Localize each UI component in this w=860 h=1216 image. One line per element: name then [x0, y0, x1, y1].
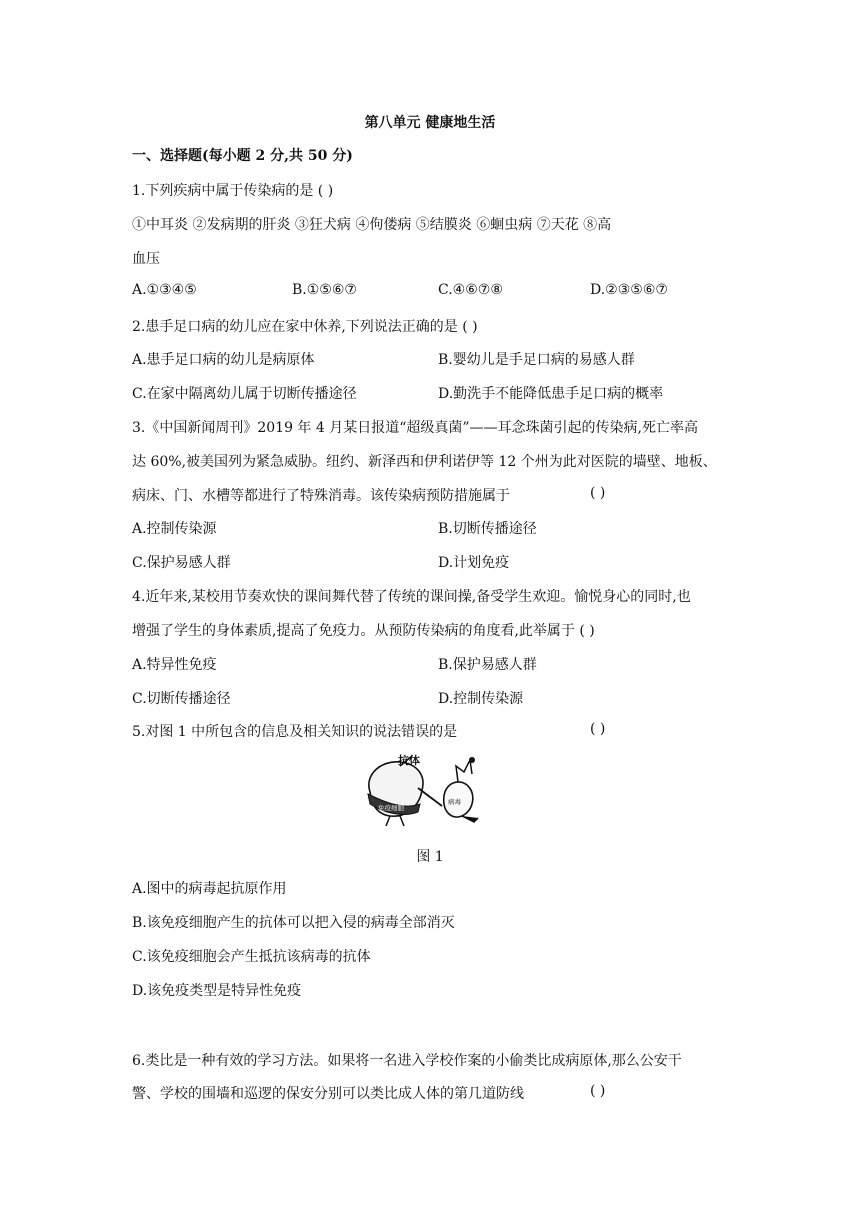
question-6-line-1: 6.类比是一种有效的学习方法。如果将一名进入学校作案的小偷类比成病原体,那么公安干 [132, 1053, 682, 1069]
virus-arms [456, 760, 472, 782]
page-title: 第八单元 健康地生活 [364, 115, 496, 131]
question-1-option-b: B.①⑤⑥⑦ [292, 282, 357, 298]
question-5-answer-blank: ( ) [590, 721, 606, 737]
question-5-option-c: C.该免疫细胞会产生抵抗该病毒的抗体 [132, 949, 371, 965]
question-3-option-a: A.控制传染源 [132, 521, 217, 537]
virus-leg [462, 816, 478, 822]
question-5-option-d: D.该免疫类型是特异性免疫 [132, 983, 302, 999]
figure-1-caption: 图 1 [416, 849, 444, 865]
question-2-option-a: A.患手足口病的幼儿是病原体 [132, 352, 315, 368]
question-3-line-1: 3.《中国新闻周刊》2019 年 4 月某日报道“超级真菌”——耳念珠菌引起的传染病,死亡率高 [132, 420, 699, 436]
question-1-option-a: A.①③④⑤ [132, 282, 197, 298]
question-3-option-d: D.计划免疫 [438, 555, 510, 571]
question-5-option-b: B.该免疫细胞产生的抗体可以把入侵的病毒全部消灭 [132, 915, 455, 931]
question-2-option-d: D.勤洗手不能降低患手足口病的概率 [438, 386, 664, 402]
question-5-stem: 5.对图 1 中所包含的信息及相关知识的说法错误的是 [132, 724, 458, 740]
question-5-option-a: A.图中的病毒起抗原作用 [132, 881, 287, 897]
question-2-option-b: B.婴幼儿是手足口病的易感人群 [438, 352, 635, 368]
antibody-label: 抗体 [398, 754, 420, 767]
question-4-option-d: D.控制传染源 [438, 691, 524, 707]
question-4-option-b: B.保护易感人群 [438, 657, 537, 673]
question-2-stem: 2.患手足口病的幼儿应在家中休养,下列说法正确的是 ( ) [132, 319, 478, 335]
section-heading: 一、选择题(每小题 2 分,共 50 分) [132, 148, 353, 164]
question-4-option-c: C.切断传播途径 [132, 691, 231, 707]
question-6-answer-blank: ( ) [590, 1083, 606, 1099]
question-2-option-c: C.在家中隔离幼儿属于切断传播途径 [132, 386, 357, 402]
antibody-stick [418, 788, 442, 806]
virus-label: 病毒 [448, 798, 461, 806]
question-3-line-2: 达 60%,被美国列为紧急威胁。纽约、新泽西和伊利诺伊等 12 个州为此对医院的墙壁、地板、 [132, 454, 717, 470]
question-3-option-c: C.保护易感人群 [132, 555, 231, 571]
question-4-option-a: A.特异性免疫 [132, 657, 217, 673]
figure-1-illustration [360, 752, 500, 830]
question-4-line-1: 4.近年来,某校用节奏欢快的课间舞代替了传统的课间操,备受学生欢迎。愉悦身心的同时,也 [132, 589, 691, 605]
question-3-option-b: B.切断传播途径 [438, 521, 537, 537]
question-4-line-2: 增强了学生的身体素质,提高了免疫力。从预防传染病的角度看,此举属于 ( ) [132, 623, 595, 639]
question-1-option-c: C.④⑥⑦⑧ [438, 282, 503, 298]
immune-cell-label: 免疫细胞 [378, 804, 404, 812]
cell-legs [386, 816, 404, 826]
question-3-line-3: 病床、门、水槽等都进行了特殊消毒。该传染病预防措施属于 [132, 488, 510, 504]
question-1-items: ①中耳炎 ②发病期的肝炎 ③狂犬病 ④佝偻病 ⑤结膜炎 ⑥蛔虫病 ⑦天花 ⑧高 [132, 217, 612, 233]
question-3-answer-blank: ( ) [590, 485, 606, 501]
question-6-line-2: 警、学校的围墙和巡逻的保安分别可以类比成人体的第几道防线 [132, 1086, 524, 1102]
question-1-stem: 1.下列疾病中属于传染病的是 ( ) [132, 183, 334, 199]
question-1-option-d: D.②③⑤⑥⑦ [590, 282, 668, 298]
virus-hand [469, 757, 475, 763]
question-1-items-cont: 血压 [132, 251, 160, 267]
